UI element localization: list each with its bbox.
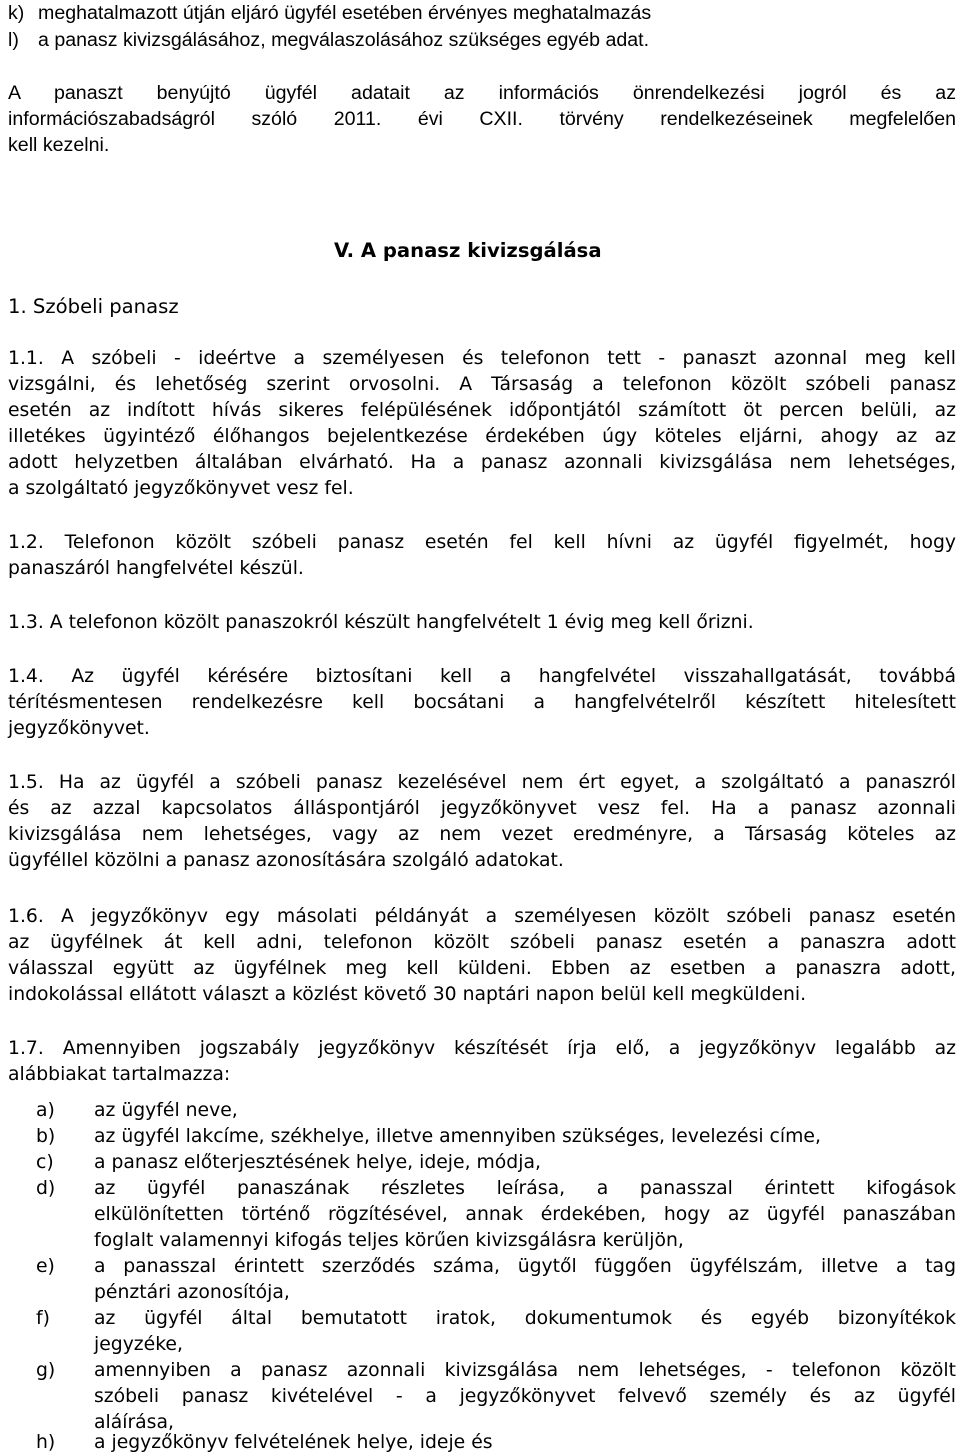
section-heading: V. A panasz kivizsgálása: [334, 239, 602, 262]
list-text: amennyiben a panasz azonnali kivizsgálása nem lehetséges, - telefonon közölt: [94, 1360, 956, 1381]
paragraph-line: vizsgálni, és lehetőség szerint orvosolni. A Társaság a telefonon közölt szóbeli panasz: [8, 374, 956, 395]
list-text: a panasszal érintett szerződés száma, ügytől függően ügyfélszám, illetve a tag: [94, 1256, 956, 1277]
paragraph-line: kell kezelni.: [8, 134, 110, 156]
paragraph-line: panaszáról hangfelvétel készül.: [8, 558, 304, 579]
paragraph-line: az ügyfélnek át kell adni, telefonon közölt szóbeli panasz esetén a panaszra adott: [8, 932, 956, 953]
list-item-c: [36, 1150, 956, 1176]
list-text: szóbeli panasz kivételével - a jegyzőkönyvet felvevő személy és az ügyfél: [94, 1386, 956, 1407]
paragraph-line: jegyzőkönyvet.: [8, 718, 150, 739]
paragraph-line: alábbiakat tartalmazza:: [8, 1064, 231, 1085]
list-marker: b): [36, 1126, 56, 1147]
list-text: az ügyfél panaszának részletes leírása, a panasszal érintett kifogások: [94, 1178, 956, 1199]
list-text: meghatalmazott útján eljáró ügyfél esetében érvényes meghatalmazás: [38, 2, 652, 24]
paragraph-line: illetékes ügyintéző élőhangos bejelentkezése érdekében úgy köteles eljárni, ahogy az az: [8, 426, 956, 447]
paragraph-line: 1.3. A telefonon közölt panaszokról készült hangfelvételt 1 évig meg kell őrizni.: [8, 612, 754, 633]
list-text: aláírása,: [94, 1412, 174, 1433]
list-marker: a): [36, 1100, 55, 1121]
list-item-a: [36, 1098, 956, 1124]
paragraph-line: 1.6. A jegyzőkönyv egy másolati példányát a személyesen közölt szóbeli panasz esetén: [8, 906, 956, 927]
list-item-h: [36, 1430, 956, 1456]
list-text: a panasz előterjesztésének helye, ideje, módja,: [94, 1152, 541, 1173]
list-marker: d): [36, 1178, 56, 1199]
list-text: a panasz kivizsgálásához, megválaszolásához szükséges egyéb adat.: [38, 29, 650, 51]
list-text: pénztári azonosítója,: [94, 1282, 290, 1303]
list-marker: g): [36, 1360, 56, 1381]
paragraph-line: adott helyzetben általában elvárható. Ha a panasz azonnali kivizsgálása nem lehetséges,: [8, 452, 956, 473]
paragraph-line: A panaszt benyújtó ügyfél adatait az információs önrendelkezési jogról és az: [8, 82, 956, 104]
list-text: jegyzéke,: [94, 1334, 183, 1355]
paragraph-line: kivizsgálása nem lehetséges, vagy az nem vezet eredményre, a Társaság köteles az: [8, 824, 956, 845]
list-text: foglalt valamennyi kifogás teljes körűen kivizsgálásra kerüljön,: [94, 1230, 684, 1251]
paragraph-line: 1.4. Az ügyfél kérésére biztosítani kell a hangfelvétel visszahallgatását, továbbá: [8, 666, 956, 687]
list-text: az ügyfél által bemutatott iratok, dokumentumok és egyéb bizonyítékok: [94, 1308, 956, 1329]
list-text: elkülönítetten történő rögzítésével, annak érdekében, hogy az ügyfél panaszában: [94, 1204, 956, 1225]
paragraph-line: 1.7. Amennyiben jogszabály jegyzőkönyv készítését írja elő, a jegyzőkönyv legalább az: [8, 1038, 956, 1059]
paragraph-line: 1.5. Ha az ügyfél a szóbeli panasz kezelésével nem ért egyet, a szolgáltató a panaszról: [8, 772, 956, 793]
paragraph-line: esetén az indított hívás sikeres felépülésének időpontjától számított öt percen belüli, az: [8, 400, 956, 421]
paragraph-line: információszabadságról szóló 2011. évi CXII. törvény rendelkezéseinek megfelelően: [8, 108, 956, 130]
list-marker: h): [36, 1432, 56, 1453]
list-marker: k): [8, 2, 25, 24]
list-text: a jegyzőkönyv felvételének helye, ideje és: [94, 1432, 493, 1453]
paragraph-line: 1.1. A szóbeli - ideértve a személyesen és telefonon tett - panaszt azonnal meg kell: [8, 348, 956, 369]
subsection-heading: 1. Szóbeli panasz: [8, 295, 179, 318]
paragraph-line: a szolgáltató jegyzőkönyvet vesz fel.: [8, 478, 354, 499]
paragraph-line: és az azzal kapcsolatos álláspontjáról jegyzőkönyvet vesz fel. Ha a panasz azonnali: [8, 798, 956, 819]
paragraph-line: indokolással ellátott választ a közlést követő 30 naptári napon belül kell megküldeni.: [8, 984, 807, 1005]
list-item-l: [8, 27, 956, 53]
list-marker: e): [36, 1256, 55, 1277]
paragraph-line: válasszal együtt az ügyfélnek meg kell küldeni. Ebben az esetben a panaszra adott,: [8, 958, 956, 979]
paragraph-line: ügyféllel közölni a panasz azonosítására szolgáló adatokat.: [8, 850, 564, 871]
list-text: az ügyfél lakcíme, székhelye, illetve amennyiben szükséges, levelezési címe,: [94, 1126, 821, 1147]
paragraph-line: 1.2. Telefonon közölt szóbeli panasz esetén fel kell hívni az ügyfél figyelmét, hogy: [8, 532, 956, 553]
list-marker: c): [36, 1152, 54, 1173]
list-text: az ügyfél neve,: [94, 1100, 238, 1121]
paragraph-line: térítésmentesen rendelkezésre kell bocsátani a hangfelvételről készített hitelesített: [8, 692, 956, 713]
list-marker: f): [36, 1308, 50, 1329]
list-marker: l): [8, 29, 19, 51]
list-item-k: [8, 0, 956, 26]
list-item-b: [36, 1124, 956, 1150]
